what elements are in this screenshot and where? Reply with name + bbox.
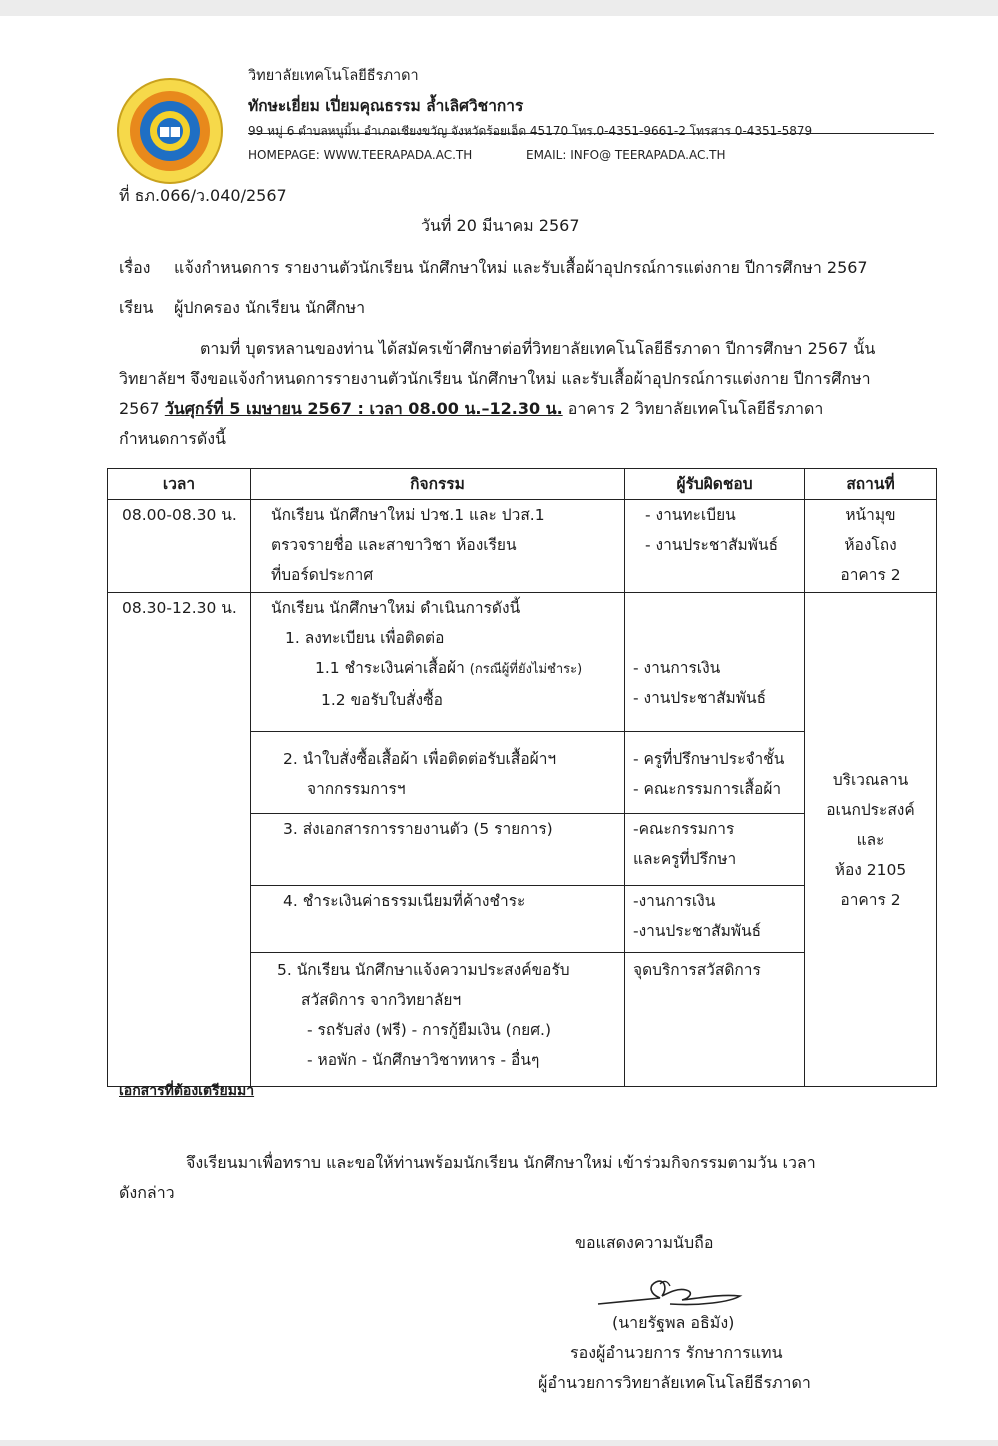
body-line-3-venue: อาคาร 2 วิทยาลัยเทคโนโลยีธีรภาดา bbox=[562, 399, 824, 418]
college-name: วิทยาลัยเทคโนโลยีธีรภาดา bbox=[248, 68, 419, 84]
location-line: อเนกประสงค์ bbox=[826, 800, 915, 819]
header-location: สถานที่ bbox=[805, 469, 937, 500]
responsible-line: - งานประชาสัมพันธ์ bbox=[645, 536, 779, 554]
responsible-cell bbox=[625, 953, 805, 1087]
letter-date: วันที่ 20 มีนาคม 2567 bbox=[421, 216, 580, 235]
responsible-line: -คณะกรรมการ bbox=[633, 820, 735, 838]
activity-item-5-cont: สวัสดิการ จากวิทยาลัยฯ bbox=[301, 991, 462, 1009]
responsible-cell bbox=[625, 593, 805, 732]
responsible-line: -งานประชาสัมพันธ์ bbox=[633, 922, 762, 940]
activity-item-4: 4. ชำระเงินค่าธรรมเนียมที่ค้างชำระ bbox=[283, 892, 526, 910]
activity-cell bbox=[251, 500, 625, 593]
responsible-line: จุดบริการสวัสดิการ bbox=[633, 961, 761, 979]
location-line: ห้อง 2105 bbox=[834, 860, 907, 879]
activity-cell bbox=[251, 953, 625, 1087]
body-line-2: วิทยาลัยฯ จึงขอแจ้งกำหนดการรายงานตัวนักเรียน นักศึกษาใหม่ และรับเสื้อผ้าอุปกรณ์การแต่งกาย ปีการศึกษา bbox=[119, 369, 871, 388]
letter-page bbox=[0, 16, 998, 1440]
responsible-cell bbox=[625, 886, 805, 953]
activity-item-1: 1. ลงทะเบียน เพื่อติดต่อ bbox=[285, 629, 445, 647]
table-row bbox=[108, 500, 937, 593]
email-text: EMAIL: INFO@ TEERAPADA.AC.TH bbox=[526, 148, 726, 162]
responsible-line: - งานการเงิน bbox=[633, 659, 721, 677]
college-logo bbox=[116, 77, 224, 185]
signature-icon bbox=[590, 1274, 750, 1314]
activity-item-5: 5. นักเรียน นักศึกษาแจ้งความประสงค์ขอรับ bbox=[277, 961, 570, 979]
location-line: ห้องโถง bbox=[844, 536, 897, 554]
subject-label: เรื่อง bbox=[119, 258, 151, 277]
activity-cell bbox=[251, 814, 625, 886]
responsible-cell bbox=[625, 500, 805, 593]
activity-cell bbox=[251, 732, 625, 814]
time-cell: 08.00-08.30 น. bbox=[108, 500, 251, 593]
activity-line: ตรวจรายชื่อ และสาขาวิชา ห้องเรียน bbox=[271, 536, 517, 554]
responsible-line: - คณะกรรมการเสื้อผ้า bbox=[633, 780, 782, 798]
college-motto: ทักษะเยี่ยม เปี่ยมคุณธรรม ล้ำเลิศวิชาการ bbox=[248, 97, 524, 115]
documents-heading: เอกสารที่ต้องเตรียมมา bbox=[119, 1083, 255, 1099]
time-cell: 08.30-12.30 น. bbox=[108, 593, 251, 1087]
table-row bbox=[108, 593, 937, 732]
to-text: ผู้ปกครอง นักเรียน นักศึกษา bbox=[174, 298, 366, 317]
activity-line: นักเรียน นักศึกษาใหม่ ปวช.1 และ ปวส.1 bbox=[271, 506, 545, 524]
location-line: หน้ามุข bbox=[845, 506, 896, 524]
activity-cell bbox=[251, 886, 625, 953]
responsible-cell bbox=[625, 814, 805, 886]
event-date-time: วันศุกร์ที่ 5 เมษายน 2567 : เวลา 08.00 น.–12.30 น. bbox=[164, 399, 563, 418]
responsible-line: - งานประชาสัมพันธ์ bbox=[633, 689, 767, 707]
signer-name: (นายรัฐพล อธิมัง) bbox=[612, 1313, 735, 1332]
location-line: อาคาร 2 bbox=[840, 890, 901, 909]
location-line: และ bbox=[856, 830, 885, 849]
item-1-1-text: 1.1 ชำระเงินค่าเสื้อผ้า bbox=[315, 659, 465, 677]
body-line-3-year: 2567 bbox=[119, 399, 165, 418]
location-cell bbox=[805, 593, 937, 1087]
activity-cell bbox=[251, 593, 625, 732]
to-label: เรียน bbox=[119, 298, 154, 317]
body-line-1: ตามที่ บุตรหลานของท่าน ได้สมัครเข้าศึกษาต่อที่วิทยาลัยเทคโนโลยีธีรภาดา ปีการศึกษา 2567 นั้น bbox=[200, 339, 876, 358]
responsible-line: และครูที่ปรึกษา bbox=[633, 850, 737, 868]
activity-item-1-1 bbox=[271, 653, 624, 685]
closing-line-2: ดังกล่าว bbox=[119, 1183, 175, 1202]
responsible-line: -งานการเงิน bbox=[633, 892, 716, 910]
item-1-1-note: (กรณีผู้ที่ยังไม่ชำระ) bbox=[469, 662, 583, 677]
welfare-options-2: - หอพัก - นักศึกษาวิชาทหาร - อื่นๆ bbox=[307, 1051, 540, 1069]
location-line: บริเวณลาน bbox=[832, 770, 909, 789]
subject-text: แจ้งกำหนดการ รายงานตัวนักเรียน นักศึกษาใหม่ และรับเสื้อผ้าอุปกรณ์การแต่งกาย ปีการศึกษา 2567 bbox=[174, 258, 868, 277]
body-line-4: กำหนดการดังนี้ bbox=[119, 429, 226, 448]
activity-intro: นักเรียน นักศึกษาใหม่ ดำเนินการดังนี้ bbox=[271, 599, 521, 617]
spacer bbox=[633, 593, 804, 653]
table-header-row bbox=[108, 469, 937, 500]
regards-text: ขอแสดงความนับถือ bbox=[575, 1233, 714, 1252]
activity-line: ที่บอร์ดประกาศ bbox=[271, 566, 374, 584]
homepage-text: HOMEPAGE: WWW.TEERAPADA.AC.TH bbox=[248, 148, 473, 162]
activity-item-2-cont: จากกรรมการฯ bbox=[307, 780, 406, 798]
activity-item-3: 3. ส่งเอกสารการรายงานตัว (5 รายการ) bbox=[283, 820, 553, 838]
activity-item-1-2: 1.2 ขอรับใบสั่งซื้อ bbox=[321, 691, 443, 709]
closing-line-1: จึงเรียนมาเพื่อทราบ และขอให้ท่านพร้อมนักเรียน นักศึกษาใหม่ เข้าร่วมกิจกรรมตามวัน เวลา bbox=[186, 1153, 816, 1172]
header-responsible: ผู้รับผิดชอบ bbox=[625, 469, 805, 500]
welfare-options-1: - รถรับส่ง (ฟรี) - การกู้ยืมเงิน (กยศ.) bbox=[307, 1021, 552, 1039]
schedule-table bbox=[107, 468, 937, 1087]
college-address: 99 หมู่ 6 ตำบลหนูมิ้น อำเภอเชียงขวัญ จังหวัดร้อยเอ็ด 45170 โทร.0-4351-9661-2 โทรสาร 0-4351-5879 bbox=[248, 124, 813, 138]
header-activity: กิจกรรม bbox=[251, 469, 625, 500]
location-cell bbox=[805, 500, 937, 593]
header-time: เวลา bbox=[108, 469, 251, 500]
location-line: อาคาร 2 bbox=[840, 566, 901, 584]
reference-number: ที่ ธภ.066/ว.040/2567 bbox=[119, 186, 287, 205]
responsible-cell bbox=[625, 732, 805, 814]
responsible-line: - ครูที่ปรึกษาประจำชั้น bbox=[633, 750, 785, 768]
signer-title-2: ผู้อำนวยการวิทยาลัยเทคโนโลยีธีรภาดา bbox=[538, 1373, 811, 1392]
responsible-line: - งานทะเบียน bbox=[645, 506, 736, 524]
activity-item-2: 2. นำใบสั่งซื้อเสื้อผ้า เพื่อติดต่อรับเสื้อผ้าฯ bbox=[283, 750, 557, 768]
body-line-3 bbox=[119, 397, 823, 422]
signer-title-1: รองผู้อำนวยการ รักษาการแทน bbox=[570, 1343, 783, 1362]
